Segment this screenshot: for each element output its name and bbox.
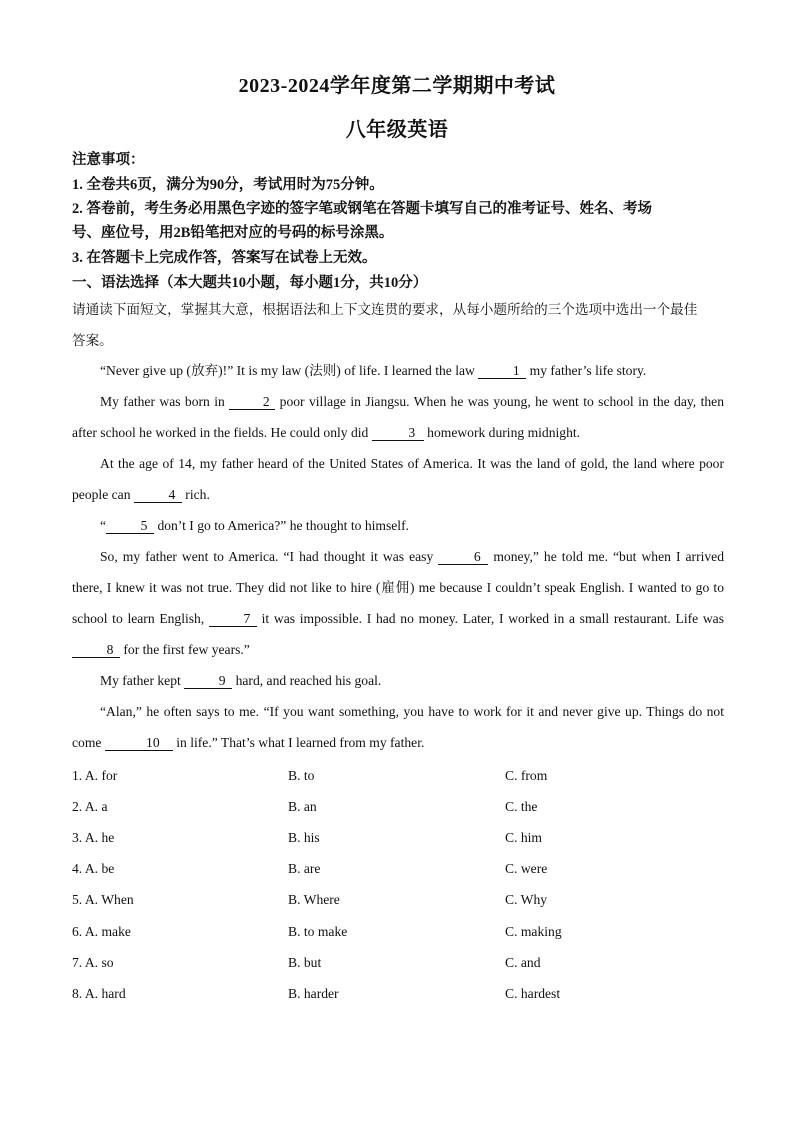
notes-heading: 注意事项： [72,152,145,168]
option-row [72,861,732,881]
option-c: C. hardest [505,986,561,1001]
option-b: B. an [288,799,317,814]
option-c: C. making [505,924,562,939]
option-b: B. harder [288,986,339,1001]
note-item-2-cont: 号、座位号，用2B铅笔把对应的号码的标号涂黑。 [72,225,394,241]
option-c: C. him [505,830,543,845]
blank-8: 8 [72,642,120,658]
passage-paragraph: “ 5 don’t I go to America?” he thought to himself. [100,518,410,533]
blank-2: 2 [229,394,275,410]
section-heading: 一、语法选择（本大题共10小题，每小题1分，共10分） [72,275,428,291]
option-b: B. are [288,861,321,876]
passage [72,355,724,758]
option-a: 4. A. be [72,861,115,876]
option-row [72,892,732,912]
option-row [72,955,732,975]
blank-9: 9 [184,673,232,689]
passage-paragraph: At the age of 14, my father heard of the United States of America. It was the land of gold, the land where poor people can 4 rich. [72,456,724,502]
blank-5: 5 [106,518,154,534]
passage-paragraph: My father was born in 2 poor village in Jiangsu. When he was young, he went to school in the day, then after school he worked in the fields. He could only did 3 homework during midnight. [72,394,725,440]
option-c: C. Why [505,892,548,907]
passage-paragraph: So, my father went to America. “I had thought it was easy 6 money,” he told me. “but when I arrived there, I knew it was not true. They did not like to hire (雇佣) me because I couldn’t speak English. I wanted to go to school to learn English, 7 it was impossible. I had no money. Later, I worked in a small restaurant. Life was 8 for the first few years.” [72,549,724,657]
option-a: 5. A. When [72,892,134,907]
exam-title: 2023-2024学年度第二学期期中考试 [238,75,556,97]
option-b: B. to [288,768,315,783]
blank-6: 6 [438,549,488,565]
exam-subtitle: 八年级英语 [345,119,449,141]
option-a: 6. A. make [72,924,131,939]
passage-paragraph: “Never give up (放弃)!” It is my law (法则) of life. I learned the law 1 my father’s life story. [100,363,647,378]
note-item-2: 2. 答卷前，考生务必用黑色字迹的签字笔或钢笔在答题卡填写自己的准考证号、姓名、考场 [72,201,652,217]
option-a: 7. A. so [72,955,114,970]
option-a: 2. A. a [72,799,108,814]
option-b: B. to make [288,924,348,939]
option-row [72,830,732,850]
blank-10: 10 [105,735,173,751]
option-row [72,799,732,819]
passage-paragraph: My father kept 9 hard, and reached his goal. [100,673,382,688]
blank-1: 1 [478,363,526,379]
option-b: B. but [288,955,322,970]
passage-paragraph: “Alan,” he often says to me. “If you want something, you have to work for it and never give up. Things do not come 10 in life.” That’s what I learned from my father. [72,704,724,750]
section-instruction: 请通读下面短文，掌握其大意，根据语法和上下文连贯的要求，从每小题所给的三个选项中选出一个最佳 [72,302,698,317]
blank-7: 7 [209,611,257,627]
option-a: 1. A. for [72,768,118,783]
option-row [72,924,732,944]
option-a: 8. A. hard [72,986,126,1001]
option-a: 3. A. he [72,830,115,845]
blank-4: 4 [134,487,182,503]
section-instruction-cont: 答案。 [72,333,113,348]
option-row [72,986,732,1006]
option-c: C. were [505,861,548,876]
option-c: C. from [505,768,548,783]
option-b: B. Where [288,892,340,907]
option-b: B. his [288,830,320,845]
note-item-3: 3. 在答题卡上完成作答，答案写在试卷上无效。 [72,250,377,266]
option-row [72,768,732,788]
option-c: C. and [505,955,541,970]
blank-3: 3 [372,425,424,441]
option-c: C. the [505,799,538,814]
note-item-1: 1. 全卷共6页，满分为90分，考试用时为75分钟。 [72,177,384,193]
